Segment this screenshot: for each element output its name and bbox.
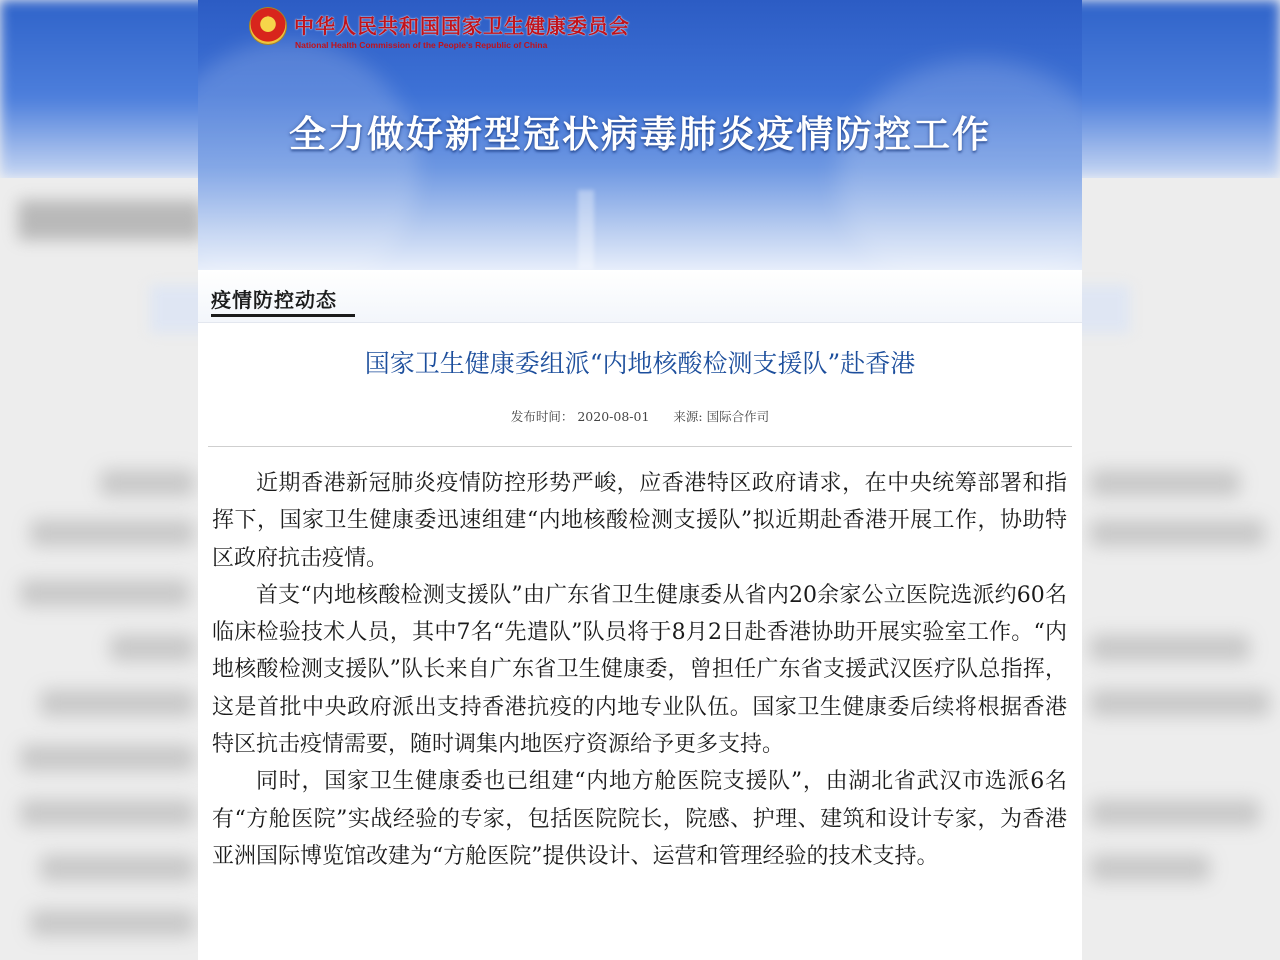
blurred-text-line: [40, 690, 195, 716]
blurred-text-line: [1090, 520, 1265, 546]
divider: [208, 446, 1072, 447]
article-title: 国家卫生健康委组派“内地核酸检测支援队”赴香港: [364, 349, 916, 378]
national-emblem-icon: [250, 8, 286, 44]
publish-date: 2020-08-01: [577, 409, 650, 424]
paragraph: 首支“内地核酸检测支援队”由广东省卫生健康委从省内20余家公立医院选派约60名临床检验技术人员，其中7名“先遣队”队员将于8月2日赴香港协助开展实验室工作。“内地核酸检测支援队”队长来自广东省卫生健康委，曾担任广东省支援武汉医疗队总指挥，这是首批中央政府派出支持香港抗疫的内地专业队伍。国家卫生健康委后续将根据香港特区抗击疫情需要，随时调集内地医疗资源给予更多支持。: [212, 582, 1067, 758]
blurred-text-line: [1090, 690, 1270, 716]
blurred-text-line: [30, 910, 195, 936]
blurred-text-line: [20, 800, 195, 826]
article-meta: [198, 407, 1082, 425]
blurred-text-line: [100, 470, 195, 496]
section-bar: [198, 270, 1082, 323]
article-page: [198, 0, 1082, 960]
blurred-text-line: [1090, 470, 1240, 496]
banner-photo-figure: [838, 60, 1082, 270]
blurred-text-line: [40, 855, 195, 881]
paragraph: 近期香港新冠肺炎疫情防控形势严峻，应香港特区政府请求，在中央统筹部署和指挥下，国家卫生健康委迅速组建“内地核酸检测支援队”拟近期赴香港开展工作，协助特区政府抗击疫情。: [212, 471, 1067, 571]
header-banner: [198, 0, 1082, 270]
org-name-en: National Health Commission of the People's Republic of China: [295, 40, 548, 50]
paragraph: 同时，国家卫生健康委也已组建“内地方舱医院支援队”，由湖北省武汉市选派6名有“方舱医院”实战经验的专家，包括医院院长，院感、护理、建筑和设计专家，为香港亚洲国际博览馆改建为“方舱医院”提供设计、运营和管理经验的技术支持。: [212, 769, 1067, 869]
blurred-text-line: [30, 520, 195, 546]
source-name: 国际合作司: [706, 409, 770, 424]
blurred-category-text: [18, 200, 203, 240]
blurred-text-line: [1090, 635, 1250, 661]
section-title[interactable]: 疫情防控动态: [211, 288, 337, 312]
publish-label: 发布时间：: [510, 409, 574, 424]
blurred-text-line: [1090, 800, 1260, 826]
blurred-text-line: [1090, 855, 1210, 881]
source-label: 来源:: [673, 409, 703, 424]
blurred-text-line: [20, 580, 190, 606]
blurred-text-line: [20, 745, 195, 771]
banner-headline: 全力做好新型冠状病毒肺炎疫情防控工作: [289, 113, 991, 156]
banner-photo-figure: [578, 190, 594, 270]
blurred-text-line: [110, 635, 195, 661]
section-underline: [211, 314, 355, 317]
org-name-cn: 中华人民共和国国家卫生健康委员会: [294, 14, 630, 38]
article-body: [212, 465, 1067, 875]
